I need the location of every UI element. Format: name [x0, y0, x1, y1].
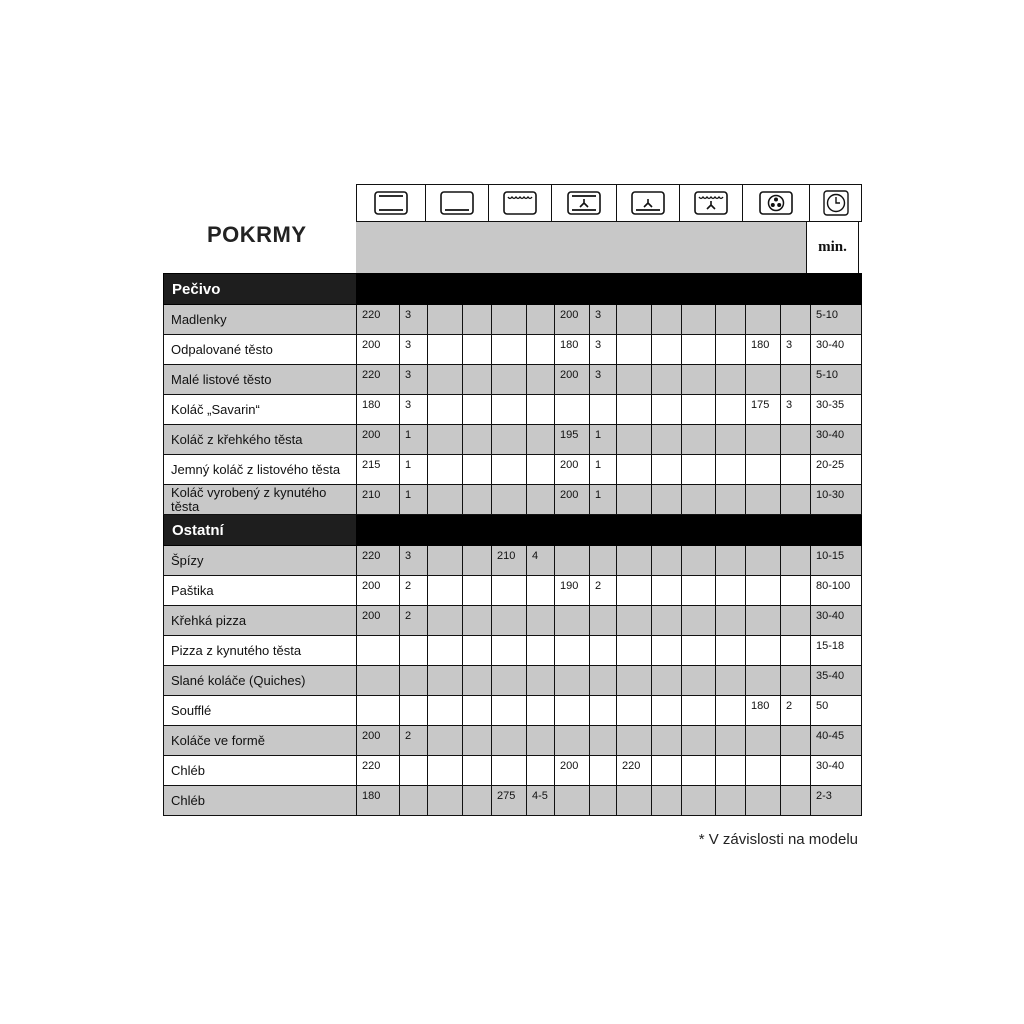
temperature-cell [617, 485, 652, 515]
level-cell: 1 [590, 485, 617, 515]
temperature-cell: 190 [555, 576, 590, 606]
level-cell [652, 786, 682, 816]
level-cell [716, 395, 746, 425]
temperature-cell [428, 786, 463, 816]
top-bottom-heat-icon [356, 184, 425, 222]
temperature-cell [746, 365, 781, 395]
temperature-cell [555, 606, 590, 636]
temperature-cell [428, 756, 463, 786]
level-cell [781, 756, 811, 786]
level-cell: 3 [590, 365, 617, 395]
table-row [164, 455, 862, 485]
temperature-cell [746, 576, 781, 606]
section-bar [357, 515, 862, 546]
temperature-cell [428, 636, 463, 666]
level-cell [590, 636, 617, 666]
time-cell: 20-25 [811, 455, 862, 485]
level-cell [527, 666, 555, 696]
level-cell: 1 [590, 455, 617, 485]
level-cell: 3 [400, 365, 428, 395]
temperature-cell [492, 485, 527, 515]
level-cell [716, 425, 746, 455]
temperature-cell [682, 485, 716, 515]
page-title: POKRMY [207, 222, 307, 247]
level-cell [527, 636, 555, 666]
level-cell [652, 365, 682, 395]
level-cell [463, 485, 492, 515]
level-cell [527, 365, 555, 395]
temperature-cell [617, 395, 652, 425]
level-cell [781, 636, 811, 666]
level-cell [781, 666, 811, 696]
time-cell: 5-10 [811, 305, 862, 335]
level-cell [652, 425, 682, 455]
level-cell [716, 576, 746, 606]
dish-name: Koláče ve formě [164, 726, 357, 756]
temperature-cell [492, 756, 527, 786]
table-row [164, 636, 862, 666]
level-cell [463, 606, 492, 636]
temperature-cell [428, 335, 463, 365]
temperature-cell: 200 [357, 576, 400, 606]
level-cell [652, 305, 682, 335]
dish-name: Špízy [164, 546, 357, 576]
level-cell [463, 455, 492, 485]
temperature-cell [746, 305, 781, 335]
temperature-cell [682, 606, 716, 636]
level-cell [716, 335, 746, 365]
level-cell [652, 395, 682, 425]
level-cell [781, 455, 811, 485]
temperature-cell: 180 [746, 696, 781, 726]
level-cell [463, 395, 492, 425]
table-row [164, 395, 862, 425]
temperature-cell: 200 [357, 425, 400, 455]
temperature-cell [682, 335, 716, 365]
temperature-cell [746, 786, 781, 816]
dish-name: Jemný koláč z listového těsta [164, 455, 357, 485]
temperature-cell [555, 786, 590, 816]
level-cell: 4 [527, 546, 555, 576]
temperature-cell [428, 696, 463, 726]
header-gray-bar [356, 222, 806, 274]
level-cell [527, 606, 555, 636]
level-cell: 3 [400, 305, 428, 335]
temperature-cell: 220 [357, 756, 400, 786]
section-title: Ostatní [164, 515, 357, 546]
level-cell: 3 [400, 546, 428, 576]
temperature-cell [555, 636, 590, 666]
level-cell [463, 726, 492, 756]
level-cell [716, 666, 746, 696]
level-cell [716, 726, 746, 756]
table-row [164, 335, 862, 365]
temperature-cell: 200 [357, 606, 400, 636]
temperature-cell: 215 [357, 455, 400, 485]
level-cell [652, 666, 682, 696]
fan-grill-icon [679, 184, 742, 222]
level-cell [781, 606, 811, 636]
level-cell [590, 546, 617, 576]
temperature-cell: 220 [617, 756, 652, 786]
time-cell: 50 [811, 696, 862, 726]
time-cell: 5-10 [811, 365, 862, 395]
level-cell: 1 [400, 455, 428, 485]
table-row [164, 546, 862, 576]
level-cell [652, 636, 682, 666]
time-cell: 15-18 [811, 636, 862, 666]
temperature-cell [555, 726, 590, 756]
temperature-cell [428, 455, 463, 485]
temperature-cell [428, 425, 463, 455]
dish-name: Odpalované těsto [164, 335, 357, 365]
temperature-cell [492, 425, 527, 455]
level-cell [590, 395, 617, 425]
temperature-cell [617, 666, 652, 696]
temperature-cell: 200 [555, 305, 590, 335]
level-cell [716, 756, 746, 786]
dish-name: Soufflé [164, 696, 357, 726]
level-cell [716, 485, 746, 515]
level-cell [463, 576, 492, 606]
level-cell: 1 [400, 425, 428, 455]
time-cell: 30-40 [811, 425, 862, 455]
temperature-cell [682, 425, 716, 455]
temperature-cell [428, 576, 463, 606]
temperature-cell [492, 606, 527, 636]
temperature-cell [682, 786, 716, 816]
table-row [164, 666, 862, 696]
level-cell [781, 786, 811, 816]
level-cell [781, 576, 811, 606]
level-cell [527, 696, 555, 726]
temperature-cell: 200 [357, 335, 400, 365]
level-cell [781, 365, 811, 395]
dish-name: Paštika [164, 576, 357, 606]
temperature-cell: 200 [555, 455, 590, 485]
temperature-cell [746, 455, 781, 485]
temperature-cell [428, 606, 463, 636]
level-cell [716, 305, 746, 335]
temperature-cell [682, 455, 716, 485]
temperature-cell: 200 [357, 726, 400, 756]
time-cell: 10-15 [811, 546, 862, 576]
level-cell [463, 756, 492, 786]
table-row [164, 365, 862, 395]
table-row [164, 606, 862, 636]
temperature-cell [746, 485, 781, 515]
table-row [164, 485, 862, 515]
level-cell [781, 425, 811, 455]
table-row [164, 576, 862, 606]
level-cell [463, 425, 492, 455]
level-cell [463, 305, 492, 335]
temperature-cell [682, 756, 716, 786]
temperature-cell [682, 395, 716, 425]
dish-name: Koláč z křehkého těsta [164, 425, 357, 455]
temperature-cell [617, 726, 652, 756]
time-cell: 35-40 [811, 666, 862, 696]
temperature-cell [617, 696, 652, 726]
table-row [164, 425, 862, 455]
time-cell: 80-100 [811, 576, 862, 606]
temperature-cell [357, 696, 400, 726]
temperature-cell: 210 [492, 546, 527, 576]
level-cell: 3 [781, 395, 811, 425]
temperature-cell: 180 [746, 335, 781, 365]
temperature-cell [617, 636, 652, 666]
table-row [164, 756, 862, 786]
level-cell [400, 636, 428, 666]
dish-name: Pizza z kynutého těsta [164, 636, 357, 666]
temperature-cell [492, 455, 527, 485]
temperature-cell [492, 335, 527, 365]
temperature-cell [682, 576, 716, 606]
level-cell: 1 [590, 425, 617, 455]
dish-name: Chléb [164, 756, 357, 786]
level-cell [590, 696, 617, 726]
temperature-cell [428, 395, 463, 425]
level-cell: 3 [590, 305, 617, 335]
level-cell [527, 305, 555, 335]
footnote: * V závislosti na modelu [698, 831, 858, 848]
table-row [164, 305, 862, 335]
temperature-cell [682, 305, 716, 335]
table-row [164, 786, 862, 816]
temperature-cell: 220 [357, 305, 400, 335]
temperature-cell [492, 636, 527, 666]
temperature-cell [682, 666, 716, 696]
temperature-cell [746, 756, 781, 786]
level-cell [463, 546, 492, 576]
temperature-cell: 275 [492, 786, 527, 816]
level-cell [652, 455, 682, 485]
temperature-cell [428, 485, 463, 515]
dish-name: Slané koláče (Quiches) [164, 666, 357, 696]
temperature-cell [682, 726, 716, 756]
level-cell [716, 365, 746, 395]
level-cell [527, 485, 555, 515]
level-cell: 4-5 [527, 786, 555, 816]
level-cell [400, 696, 428, 726]
temperature-cell [617, 455, 652, 485]
temperature-cell [555, 666, 590, 696]
level-cell [527, 395, 555, 425]
temperature-cell [746, 726, 781, 756]
dish-name: Koláč vyrobený z kynutého těsta [164, 485, 357, 515]
temperature-cell [682, 365, 716, 395]
level-cell [590, 606, 617, 636]
temperature-cell [617, 786, 652, 816]
temperature-cell [492, 696, 527, 726]
clock-icon [809, 184, 862, 222]
temperature-cell: 210 [357, 485, 400, 515]
level-cell: 2 [400, 606, 428, 636]
level-cell: 2 [400, 576, 428, 606]
temperature-cell [492, 726, 527, 756]
temperature-cell [492, 365, 527, 395]
temperature-cell [746, 606, 781, 636]
dish-name: Madlenky [164, 305, 357, 335]
temperature-cell [555, 546, 590, 576]
cooking-table [163, 273, 862, 816]
bottom-heat-icon [425, 184, 488, 222]
hot-air-fan-icon [742, 184, 809, 222]
dish-name: Koláč „Savarin“ [164, 395, 357, 425]
temperature-cell [428, 365, 463, 395]
level-cell [781, 726, 811, 756]
temperature-cell [555, 395, 590, 425]
level-cell [716, 786, 746, 816]
temperature-cell [682, 636, 716, 666]
level-cell [716, 606, 746, 636]
level-cell [652, 546, 682, 576]
level-cell [527, 335, 555, 365]
temperature-cell: 180 [357, 395, 400, 425]
temperature-cell: 180 [555, 335, 590, 365]
temperature-cell [617, 305, 652, 335]
level-cell [400, 786, 428, 816]
level-cell [781, 305, 811, 335]
section-header [164, 515, 862, 546]
level-cell: 3 [781, 335, 811, 365]
table-row [164, 696, 862, 726]
temperature-cell: 180 [357, 786, 400, 816]
level-cell [652, 485, 682, 515]
min-label: min. [806, 222, 859, 274]
temperature-cell [617, 365, 652, 395]
level-cell [652, 606, 682, 636]
section-header [164, 274, 862, 305]
level-cell [652, 696, 682, 726]
level-cell [463, 696, 492, 726]
fan-bottom-heat-icon [616, 184, 679, 222]
level-cell [652, 756, 682, 786]
level-cell [527, 756, 555, 786]
grill-icon [488, 184, 551, 222]
level-cell [527, 726, 555, 756]
temperature-cell [682, 546, 716, 576]
level-cell [716, 546, 746, 576]
temperature-cell [492, 666, 527, 696]
temperature-cell [617, 576, 652, 606]
temperature-cell [428, 726, 463, 756]
level-cell [590, 756, 617, 786]
temperature-cell: 200 [555, 365, 590, 395]
temperature-cell [746, 425, 781, 455]
level-cell [527, 576, 555, 606]
level-cell [590, 666, 617, 696]
time-cell: 30-40 [811, 335, 862, 365]
level-cell [463, 786, 492, 816]
level-cell [781, 485, 811, 515]
temperature-cell [357, 666, 400, 696]
temperature-cell: 195 [555, 425, 590, 455]
level-cell [527, 425, 555, 455]
section-bar [357, 274, 862, 305]
level-cell [652, 335, 682, 365]
level-cell [652, 576, 682, 606]
level-cell [716, 636, 746, 666]
table-row [164, 726, 862, 756]
temperature-cell: 200 [555, 756, 590, 786]
level-cell [716, 696, 746, 726]
section-title: Pečivo [164, 274, 357, 305]
temperature-cell [617, 606, 652, 636]
temperature-cell [617, 335, 652, 365]
temperature-cell: 175 [746, 395, 781, 425]
temperature-cell [746, 666, 781, 696]
temperature-cell: 220 [357, 546, 400, 576]
level-cell: 2 [590, 576, 617, 606]
level-cell [716, 455, 746, 485]
level-cell [463, 365, 492, 395]
level-cell [590, 726, 617, 756]
temperature-cell [682, 696, 716, 726]
temperature-cell: 220 [357, 365, 400, 395]
time-cell: 10-30 [811, 485, 862, 515]
level-cell: 2 [781, 696, 811, 726]
temperature-cell [555, 696, 590, 726]
level-cell [463, 335, 492, 365]
level-cell: 3 [400, 395, 428, 425]
level-cell: 3 [590, 335, 617, 365]
temperature-cell [492, 395, 527, 425]
time-cell: 30-35 [811, 395, 862, 425]
temperature-cell [428, 305, 463, 335]
level-cell [463, 636, 492, 666]
fan-top-bottom-heat-icon [551, 184, 616, 222]
temperature-cell [357, 636, 400, 666]
mode-icon-header [356, 184, 858, 274]
level-cell: 2 [400, 726, 428, 756]
level-cell: 1 [400, 485, 428, 515]
temperature-cell [492, 305, 527, 335]
time-cell: 30-40 [811, 606, 862, 636]
level-cell [400, 666, 428, 696]
temperature-cell [428, 546, 463, 576]
time-cell: 2-3 [811, 786, 862, 816]
temperature-cell [492, 576, 527, 606]
level-cell: 3 [400, 335, 428, 365]
dish-name: Chléb [164, 786, 357, 816]
level-cell [463, 666, 492, 696]
temperature-cell [428, 666, 463, 696]
level-cell [652, 726, 682, 756]
level-cell [781, 546, 811, 576]
dish-name: Křehká pizza [164, 606, 357, 636]
level-cell [590, 786, 617, 816]
time-cell: 30-40 [811, 756, 862, 786]
temperature-cell [746, 636, 781, 666]
level-cell [527, 455, 555, 485]
temperature-cell [746, 546, 781, 576]
temperature-cell [617, 546, 652, 576]
temperature-cell [617, 425, 652, 455]
temperature-cell: 200 [555, 485, 590, 515]
dish-name: Malé listové těsto [164, 365, 357, 395]
time-cell: 40-45 [811, 726, 862, 756]
level-cell [400, 756, 428, 786]
